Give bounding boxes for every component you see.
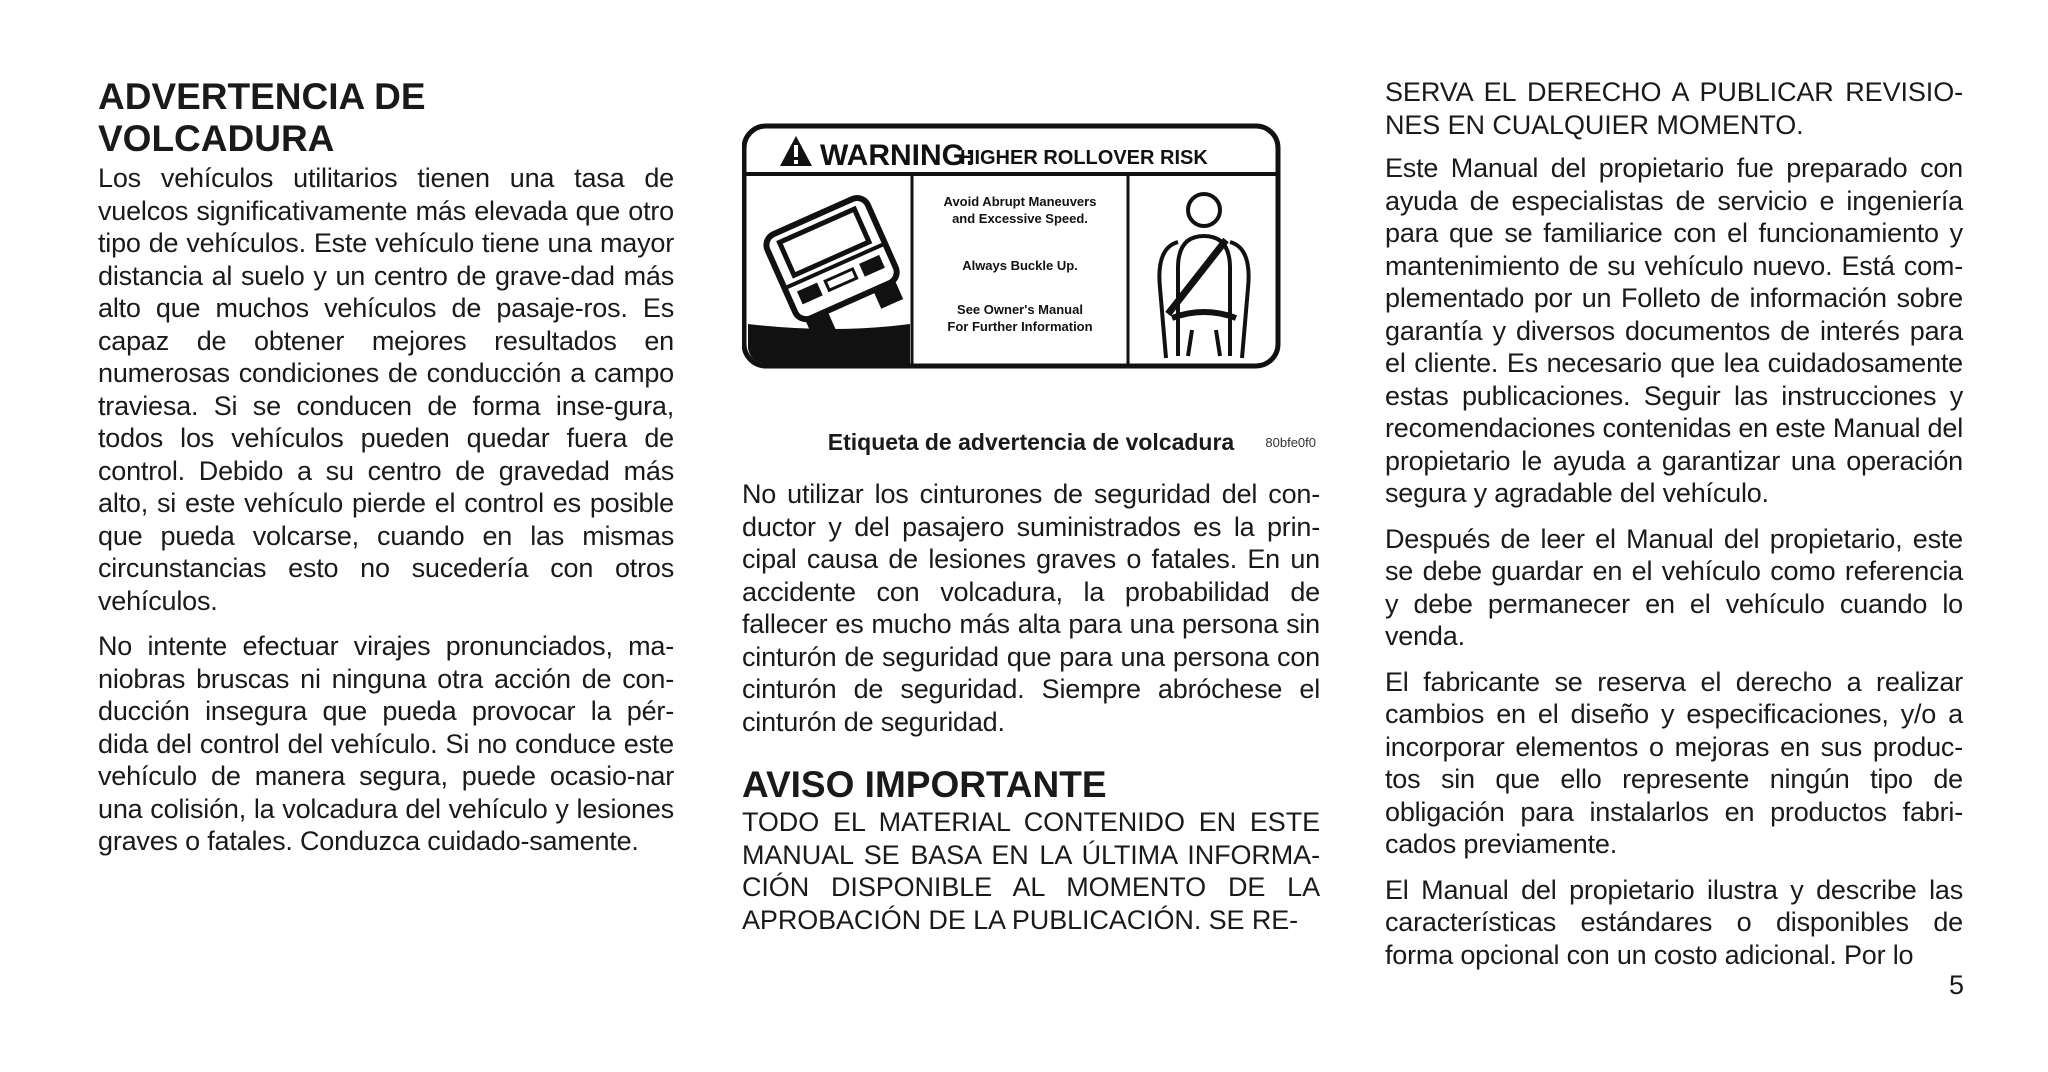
page-number: 5 [1948, 970, 1964, 1000]
paragraph-keep-manual: Después de leer el Manual del propietario, este se debe guardar en el vehículo como referencia y debe permanecer en el vehículo cuando lo venda. [1385, 523, 1963, 651]
column-left [98, 0, 674, 858]
paragraph-manual-purpose: Este Manual del propietario fue preparado con ayuda de especialistas de servicio e ingeniería para que se familiarice con el funcionamiento y mantenimiento de su vehículo nuevo. Está com-plementado por un Folleto de información sobre garantía y diversos documentos de interés para el cliente. Es necesario que lea cuidadosamente estas publicaciones. Seguir las instrucciones y recomendaciones contenidas en este Manual del propietario le ayuda a garantizar una operación segura y agradable del vehículo. [1385, 153, 1963, 508]
paragraph-manufacturer-rights: El fabricante se reserva el derecho a realizar cambios en el diseño y especificaciones, y/o a incorporar elementos o mejoras en sus produc-tos sin que ello represente ningún tipo de obligación para instalarlos en productos fabri-cados previamente. [1385, 666, 1963, 859]
heading-line-2: VOLCADURA [98, 118, 335, 159]
label-line-3: Always Buckle Up. [962, 258, 1078, 273]
label-line-1: Avoid Abrupt Maneuvers [943, 194, 1097, 209]
paragraph-features: El Manual del propietario ilustra y describe las características estándares o disponibles de forma opcional con un costo adicional. Por lo [1385, 874, 1963, 970]
paragraph-notice-continued: SERVA EL DERECHO A PUBLICAR REVISIO-NES EN CUALQUIER MOMENTO. [1385, 77, 1963, 140]
section-heading-notice: AVISO IMPORTANTE [742, 764, 1107, 805]
paragraph-rollover-intro: Los vehículos utilitarios tienen una tasa de vuelcos significativamente más elevada que otro tipo de vehículos. Este vehículo tiene una mayor distancia al suelo y un centro de grave-dad más alto que muchos vehículos de pasaje-ros. Es capaz de obtener mejores resultados en numerosas condiciones de conducción a campo traviesa. Si se conducen de forma inse-gura, todos los vehículos pueden quedar fuera de control. Debido a su centro de gravedad más alto, si este vehículo pierde el control es posible que pueda volcarse, cuando en las mismas circunstancias esto no sucedería con otros vehículos. [98, 163, 674, 616]
column-right [1385, 0, 1963, 971]
label-line-5: For Further Information [947, 319, 1093, 334]
label-warning-word: WARNING: [820, 139, 975, 172]
label-line-2: and Excessive Speed. [952, 211, 1088, 226]
warning-label-image [742, 118, 1320, 418]
paragraph-rollover-warning: No intente efectuar virajes pronunciados, ma-niobras bruscas ni ninguna otra acción de con-ducción insegura que pueda provocar la pér-dida del control del vehículo. Si no conduce este vehículo de manera segura, puede ocasio-nar una colisión, la volcadura del vehículo y lesiones graves o fatales. Conduzca cuidado-samente. [98, 631, 674, 856]
label-line-4: See Owner's Manual [957, 302, 1083, 317]
figure-caption: Etiqueta de advertencia de volcadura [827, 429, 1235, 455]
label-warning-rest: HIGHER ROLLOVER RISK [960, 147, 1208, 169]
section-heading-rollover [98, 76, 674, 160]
heading-line-1: ADVERTENCIA DE [98, 76, 426, 117]
column-middle [742, 0, 1320, 936]
paragraph-notice-caps: TODO EL MATERIAL CONTENIDO EN ESTE MANUAL SE BASA EN LA ÚLTIMA INFORMA-CIÓN DISPONIBLE AL MOMENTO DE LA APROBACIÓN DE LA PUBLICACIÓN. SE RE- [742, 807, 1320, 935]
figure-code: 80bfe0f0 [1265, 435, 1316, 450]
paragraph-seatbelt: No utilizar los cinturones de seguridad del con-ductor y del pasajero suministrados es la prin-cipal causa de lesiones graves o fatales. En un accidente con volcadura, la probabilidad de fallecer es mucho más alta para una persona sin cinturón de seguridad que para una persona con cinturón de seguridad. Siempre abróchese el cinturón de seguridad. [742, 479, 1320, 737]
